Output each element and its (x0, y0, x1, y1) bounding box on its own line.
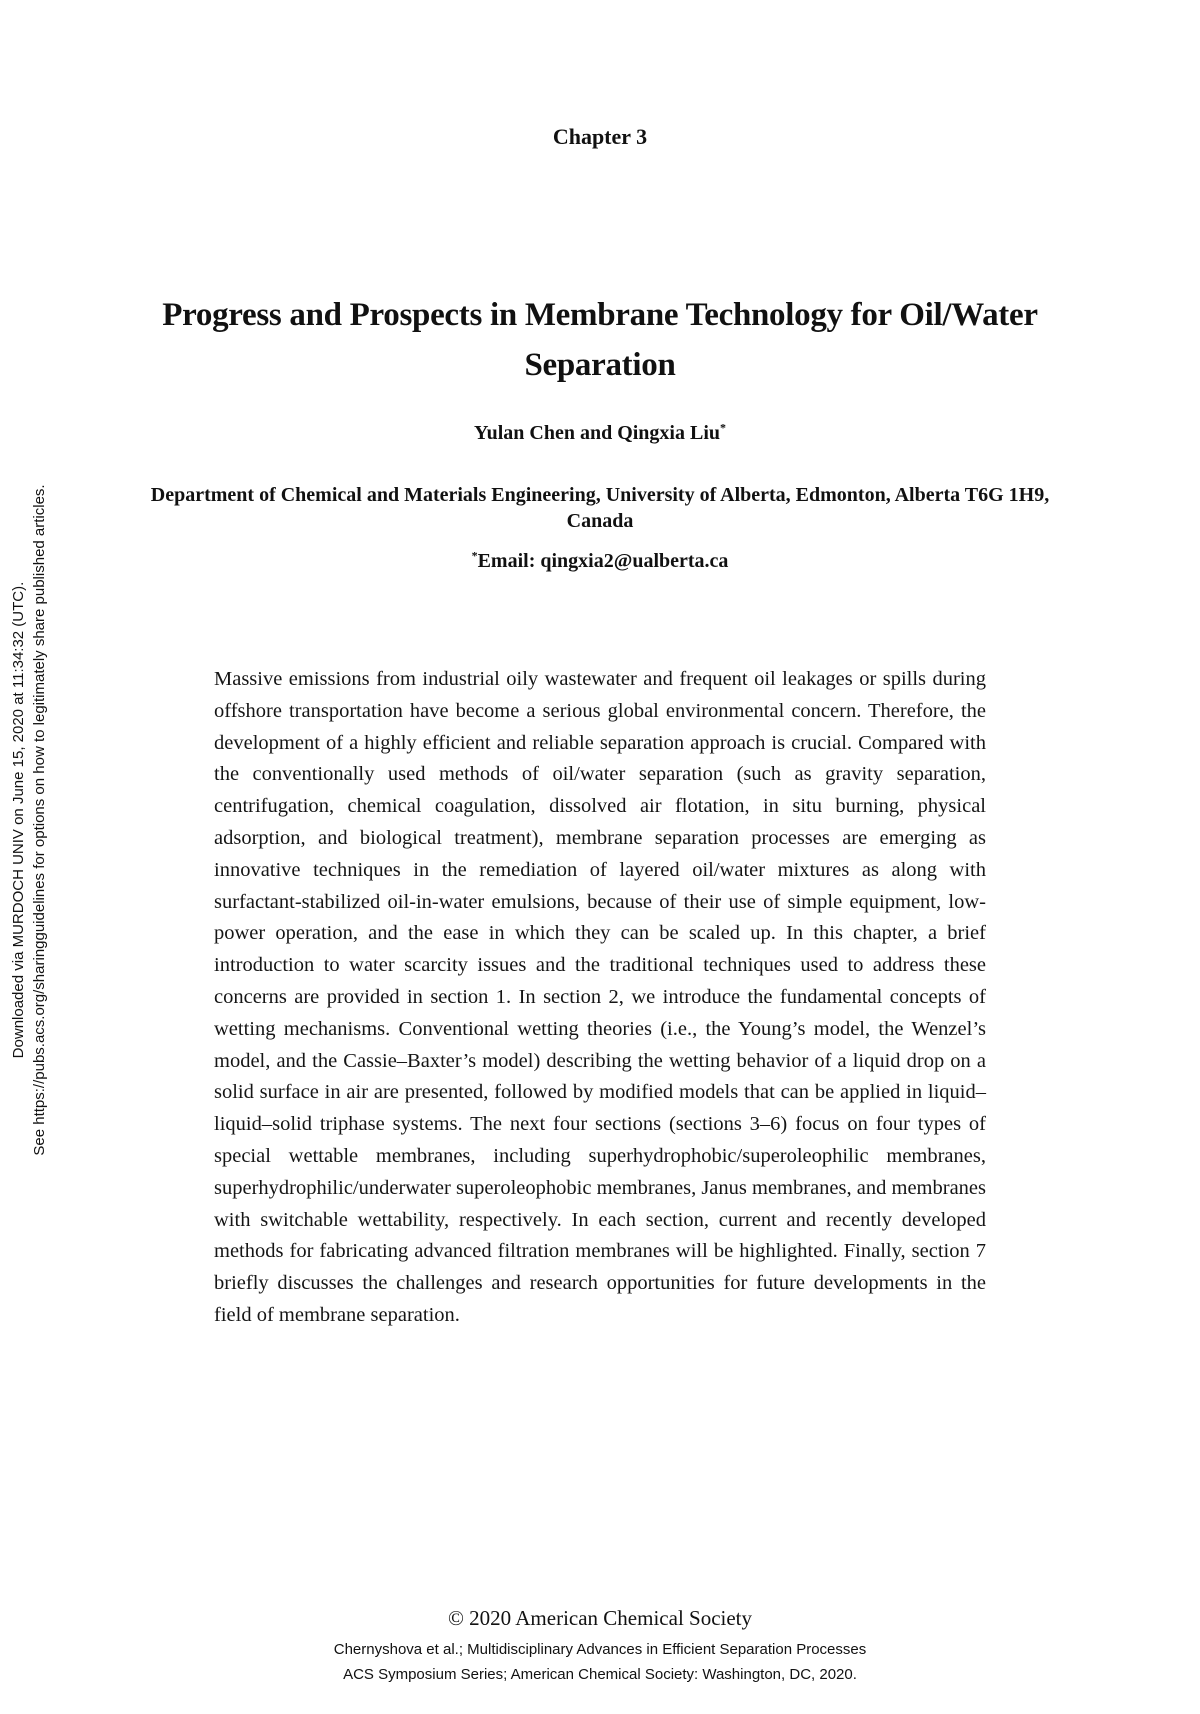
email-marker: * (471, 548, 478, 563)
email-text: Email: qingxia2@ualberta.ca (477, 550, 729, 572)
author-names: Yulan Chen and Qingxia Liu (473, 422, 721, 444)
citation-line: Chernyshova et al.; Multidisciplinary Advances in Efficient Separation Processes (333, 1641, 867, 1658)
download-notice (8, 410, 50, 1230)
affiliation: Department of Chemical and Materials Engineering, University of Alberta, Edmonton, Alberta T6G 1H9, Canada (150, 484, 1050, 532)
author-line (0, 422, 1200, 445)
corresponding-author-marker: * (720, 420, 727, 435)
download-notice-line-2: See https://pubs.acs.org/sharingguidelines for options on how to legitimately share published articles. (31, 484, 48, 1156)
contact-email (0, 550, 1200, 573)
copyright-notice: © 2020 American Chemical Society (447, 1606, 753, 1630)
series-line: ACS Symposium Series; American Chemical Society: Washington, DC, 2020. (343, 1666, 857, 1683)
article-title: Progress and Prospects in Membrane Technology for Oil/Water Separation (162, 297, 1038, 383)
download-notice-line-1: Downloaded via MURDOCH UNIV on June 15, 2020 at 11:34:32 (UTC). (10, 581, 27, 1059)
abstract-paragraph: Massive emissions from industrial oily wastewater and frequent oil leakages or spills during offshore transportation have become a serious global environmental concern. Therefore, the development of a highly efficient and reliable separation approach is crucial. Compared with the conventionally used methods of oil/water separation (such as gravity separation, centrifugation, chemical coagulation, dissolved air flotation, in situ burning, physical adsorption, and biological treatment), membrane separation processes are emerging as innovative techniques in the remediation of layered oil/water mixtures as along with surfactant-stabilized oil-in-water emulsions, because of their use of simple equipment, low-power operation, and the ease in which they can be scaled up. In this chapter, a brief introduction to water scarcity issues and the traditional techniques used to address these concerns are provided in section 1. In section 2, we introduce the fundamental concepts of wetting mechanisms. Conventional wetting theories (i.e., the Young’s model, the Wenzel’s model, and the Cassie–Baxter’s model) describing the wetting behavior of a liquid drop on a solid surface in air are presented, followed by modified models that can be applied in liquid–liquid–solid triphase systems. The next four sections (sections 3–6) focus on four types of special wettable membranes, including superhydrophobic/superoleophilic membranes, superhydrophilic/underwater superoleophobic membranes, Janus membranes, and membranes with switchable wettability, respectively. In each section, current and recently developed methods for fabricating advanced filtration membranes will be highlighted. Finally, section 7 briefly discusses the challenges and research opportunities for future developments in the field of membrane separation. (214, 668, 986, 1326)
chapter-label: Chapter 3 (552, 124, 648, 149)
